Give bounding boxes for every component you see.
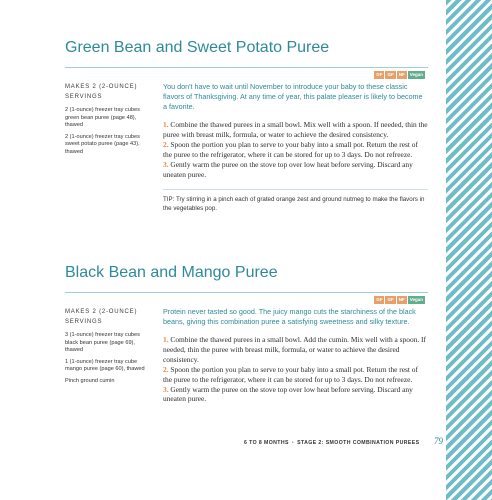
diet-badges bbox=[65, 71, 425, 79]
recipe-title: Green Bean and Sweet Potato Puree bbox=[65, 39, 330, 56]
step-text: Gently warm the puree on the stove top over low heat before serving. Discard any uneaten puree. bbox=[163, 384, 413, 404]
title-divider bbox=[65, 292, 428, 293]
step-item bbox=[163, 335, 428, 365]
diet-badge: GF bbox=[387, 297, 394, 302]
directions-column bbox=[163, 82, 428, 214]
footer-separator: • bbox=[291, 440, 295, 446]
diet-badge: Vegan bbox=[409, 72, 423, 77]
directions-column bbox=[163, 307, 428, 404]
decorative-stripe-border bbox=[446, 0, 492, 500]
step-item bbox=[163, 365, 428, 385]
diet-badge: GF bbox=[387, 72, 394, 77]
ingredient-item: 2 (1-ounce) freezer tray cubes sweet potato puree (page 43), thawed bbox=[65, 133, 140, 155]
diet-badges bbox=[65, 296, 425, 304]
step-number: 1. bbox=[163, 335, 169, 344]
recipe-intro: Protein never tasted so good. The juicy mango cuts the starchiness of the black beans, giving this combination puree a satisfying sweetness and silky texture. bbox=[163, 307, 416, 326]
step-number: 1. bbox=[163, 120, 169, 129]
recipe-tip: TIP: Try stirring in a pinch each of grated orange zest and ground nutmeg to make the flavors in the vegetables pop. bbox=[163, 196, 425, 213]
step-number: 2. bbox=[163, 364, 169, 374]
footer-chapter: STAGE 2: SMOOTH COMBINATION PUREES bbox=[297, 440, 420, 446]
steps-list bbox=[163, 120, 428, 179]
ingredient-item: 1 (1-ounce) freezer tray cube mango puree (page 60), thawed bbox=[65, 358, 145, 373]
step-number: 2. bbox=[163, 139, 169, 149]
page-footer bbox=[244, 440, 419, 446]
recipe-green-bean-sweet-potato bbox=[65, 38, 428, 214]
step-number: 3. bbox=[163, 159, 169, 169]
servings-label: MAKES 2 (2-OUNCE) SERVINGS bbox=[65, 309, 138, 325]
diet-badge: Vegan bbox=[409, 297, 423, 302]
step-text: Combine the thawed purees in a small bowl. Add the cumin. Mix well with a spoon. If needed, thin the puree with breast milk, formula, or water to achieve the desired consistency. bbox=[163, 335, 426, 364]
step-text: Spoon the portion you plan to serve to your baby into a small pot. Return the rest of the puree to the refrigerator, where it can be stored for up to 3 days. Do not refreeze. bbox=[163, 139, 418, 159]
ingredient-item: 2 (1-ounce) freezer tray cubes green bean puree (page 48), thawed bbox=[65, 107, 140, 129]
diet-badge: GF bbox=[376, 297, 383, 302]
step-text: Gently warm the puree on the stove top over low heat before serving. Discard any uneaten puree. bbox=[163, 159, 413, 179]
step-text: Combine the thawed purees in a small bowl. Mix well with a spoon. If needed, thin the puree with breast milk, formula, or water to achieve the desired consistency. bbox=[163, 120, 428, 139]
step-number: 3. bbox=[163, 384, 169, 394]
page-number: 79 bbox=[434, 436, 443, 446]
diet-badge: NF bbox=[398, 297, 405, 302]
step-item bbox=[163, 140, 428, 160]
servings-label: MAKES 2 (2-OUNCE) SERVINGS bbox=[65, 84, 138, 100]
step-text: Spoon the portion you plan to serve to your baby into a small pot. Return the rest of the puree to the refrigerator, where it can be stored for up to 3 days. Do not refreeze. bbox=[163, 364, 418, 384]
ingredient-item: Pinch ground cumin bbox=[65, 377, 115, 384]
recipe-intro: You don't have to wait until November to introduce your baby to these classic flavors of Thanksgiving. At any time of year, this palate pleaser is likely to become a favorite. bbox=[163, 82, 423, 111]
footer-section: 6 TO 8 MONTHS bbox=[244, 440, 289, 446]
title-divider bbox=[65, 67, 428, 68]
recipe-black-bean-mango bbox=[65, 263, 425, 404]
recipe-title: Black Bean and Mango Puree bbox=[65, 264, 278, 281]
ingredient-item: 3 (1-ounce) freezer tray cubes black bean puree (page 69), thawed bbox=[65, 332, 140, 354]
step-item bbox=[163, 385, 428, 405]
step-item bbox=[163, 120, 428, 140]
diet-badge: NF bbox=[398, 72, 405, 77]
ingredients-column bbox=[65, 82, 149, 214]
steps-list bbox=[163, 335, 428, 404]
tip-divider bbox=[163, 189, 428, 190]
step-item bbox=[163, 160, 428, 180]
ingredients-column bbox=[65, 307, 149, 404]
diet-badge: GF bbox=[376, 72, 383, 77]
